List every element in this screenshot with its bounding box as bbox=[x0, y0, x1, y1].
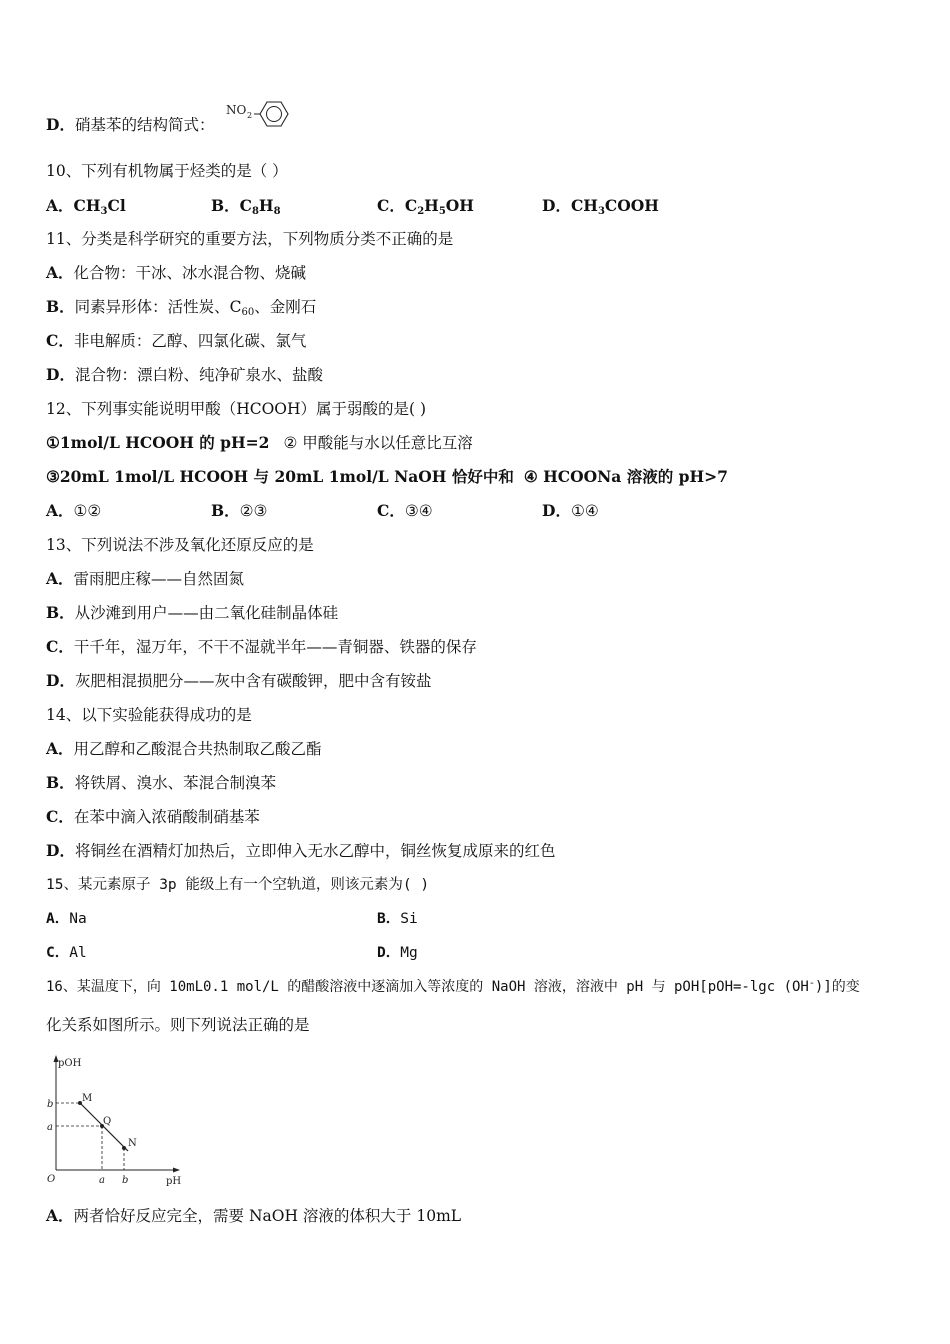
nitrobenzene-structure bbox=[226, 98, 298, 138]
option-label: A． bbox=[46, 196, 74, 215]
option-label: D． bbox=[542, 501, 571, 520]
q9-option-d bbox=[46, 115, 214, 135]
q12-option-b bbox=[211, 501, 267, 521]
formula-sub: 5 bbox=[438, 206, 446, 217]
q12-fact-line-2 bbox=[46, 467, 728, 487]
x-tick-a: a bbox=[99, 1175, 105, 1186]
option-text: ②③ bbox=[239, 502, 268, 520]
q13-option-d bbox=[46, 671, 431, 691]
fact-1: ①1mol/L HCOOH 的 pH=2 bbox=[46, 433, 270, 452]
option-label: B． bbox=[46, 603, 75, 622]
stem-text: 16、某温度下，向 10mL0.1 mol/L 的醋酸溶液中逐滴加入等浓度的 NaOH 溶液，溶液中 pH 与 pOH[pOH=-lgc (OH bbox=[46, 979, 809, 995]
q13-option-c bbox=[46, 637, 477, 657]
q15-option-a bbox=[46, 909, 87, 929]
formula-part: C bbox=[239, 196, 252, 215]
option-label: B． bbox=[377, 911, 401, 927]
formula-sub: 3 bbox=[597, 206, 605, 217]
point-q-label: Q bbox=[103, 1116, 112, 1127]
q13-option-a bbox=[46, 569, 244, 589]
option-text: ①④ bbox=[570, 502, 599, 520]
option-label: C． bbox=[377, 501, 405, 520]
option-text: 雷雨肥庄稼——自然固氮 bbox=[73, 570, 245, 588]
option-label: C． bbox=[46, 331, 74, 350]
formula-part: Cl bbox=[107, 196, 126, 215]
option-text: 硝基苯的结构简式： bbox=[74, 116, 215, 134]
graph-svg bbox=[44, 1052, 184, 1188]
option-label: D． bbox=[542, 196, 571, 215]
q13-option-b bbox=[46, 603, 338, 623]
fact-4: ④ HCOONa 溶液的 pH>7 bbox=[523, 467, 728, 486]
stem-sup: - bbox=[808, 978, 815, 989]
formula-part: CH bbox=[570, 196, 598, 215]
q10-stem: 10、下列有机物属于烃类的是（ ） bbox=[46, 162, 288, 180]
q10-option-a bbox=[46, 196, 126, 216]
option-text: 同素异形体：活性炭、C bbox=[74, 298, 242, 316]
q10-option-c bbox=[377, 196, 474, 216]
option-text: Si bbox=[400, 911, 418, 927]
fact-3: ③20mL 1mol/L HCOOH 与 20mL 1mol/L NaOH 恰好中和 bbox=[46, 467, 514, 486]
q12-stem: 12、下列事实能说明甲酸（HCOOH）属于弱酸的是( ) bbox=[46, 400, 427, 418]
q15-option-d bbox=[377, 943, 418, 963]
option-text: 两者恰好反应完全，需要 NaOH 溶液的体积大于 10mL bbox=[73, 1207, 462, 1225]
formula-part: H bbox=[424, 196, 439, 215]
q15-option-b bbox=[377, 909, 418, 929]
option-label: C． bbox=[377, 196, 405, 215]
option-text: 在苯中滴入浓硝酸制硝基苯 bbox=[73, 808, 260, 826]
q15-stem: 15、某元素原子 3p 能级上有一个空轨道，则该元素为( ) bbox=[46, 877, 430, 893]
option-label: A． bbox=[46, 911, 70, 927]
option-text: ①② bbox=[73, 502, 102, 520]
q15-option-c bbox=[46, 943, 87, 963]
option-text: 从沙滩到用户——由二氧化硅制晶体硅 bbox=[74, 604, 339, 622]
x-tick-b: b bbox=[122, 1175, 129, 1186]
poh-ph-graph bbox=[44, 1052, 184, 1192]
nitrobenzene-icon bbox=[226, 98, 298, 134]
y-tick-b: b bbox=[47, 1099, 54, 1110]
option-label: D． bbox=[46, 841, 75, 860]
option-text: 将铁屑、溴水、苯混合制溴苯 bbox=[74, 774, 277, 792]
formula-sub: 60 bbox=[241, 307, 255, 318]
option-label: C． bbox=[46, 807, 74, 826]
stem-text: )]的变 bbox=[814, 979, 860, 995]
q16-stem-line-1 bbox=[46, 977, 860, 997]
formula-sub: 8 bbox=[251, 206, 259, 217]
q11-stem: 11、分类是科学研究的重要方法，下列物质分类不正确的是 bbox=[46, 230, 454, 248]
option-text: 、金刚石 bbox=[254, 298, 317, 316]
formula-part: H bbox=[258, 196, 274, 215]
option-label: A． bbox=[46, 1206, 74, 1225]
q11-option-a bbox=[46, 263, 306, 283]
option-label: D． bbox=[46, 365, 75, 384]
formula-part: COOH bbox=[604, 196, 659, 215]
q11-option-c bbox=[46, 331, 306, 351]
q11-option-b bbox=[46, 297, 316, 317]
q10-option-b bbox=[211, 196, 281, 216]
y-tick-a: a bbox=[47, 1122, 53, 1133]
formula-sub: 3 bbox=[100, 206, 108, 217]
option-label: D． bbox=[377, 945, 401, 961]
y-axis-label: pOH bbox=[58, 1058, 82, 1069]
option-text: Mg bbox=[400, 945, 418, 961]
q14-option-b bbox=[46, 773, 276, 793]
option-label: B． bbox=[46, 297, 75, 316]
option-text: 化合物：干冰、冰水混合物、烧碱 bbox=[73, 264, 307, 282]
point-n-label: N bbox=[128, 1138, 137, 1149]
option-label: B． bbox=[211, 196, 240, 215]
origin-label: O bbox=[47, 1174, 56, 1185]
q16-option-a bbox=[46, 1206, 461, 1226]
option-label: C． bbox=[46, 945, 70, 961]
option-label: B． bbox=[46, 773, 75, 792]
formula-sub: 2 bbox=[417, 206, 425, 217]
option-text: 干千年，湿万年，不干不湿就半年——青铜器、铁器的保存 bbox=[73, 638, 477, 656]
q11-option-d bbox=[46, 365, 323, 385]
option-label: A． bbox=[46, 739, 74, 758]
option-text: 非电解质：乙醇、四氯化碳、氯气 bbox=[73, 332, 307, 350]
q14-option-c bbox=[46, 807, 260, 827]
formula-part: CH bbox=[73, 196, 101, 215]
option-text: ③④ bbox=[404, 502, 433, 520]
option-text: Al bbox=[69, 945, 87, 961]
no2-subscript: 2 bbox=[247, 111, 253, 120]
option-text: Na bbox=[69, 911, 87, 927]
option-text: 将铜丝在酒精灯加热后，立即伸入无水乙醇中，铜丝恢复成原来的红色 bbox=[74, 842, 556, 860]
q10-option-d bbox=[542, 196, 659, 216]
q14-stem: 14、以下实验能获得成功的是 bbox=[46, 706, 252, 724]
option-text: 灰肥相混损肥分——灰中含有碳酸钾，肥中含有铵盐 bbox=[74, 672, 432, 690]
formula-sub: 8 bbox=[273, 206, 281, 217]
no2-label: NO bbox=[226, 103, 247, 117]
option-label: D． bbox=[46, 671, 75, 690]
option-text: 用乙醇和乙酸混合共热制取乙酸乙酯 bbox=[73, 740, 322, 758]
option-label: C． bbox=[46, 637, 74, 656]
q12-option-a bbox=[46, 501, 101, 521]
option-label: B． bbox=[211, 501, 240, 520]
q12-option-c bbox=[377, 501, 433, 521]
option-label: A． bbox=[46, 569, 74, 588]
option-text: 混合物：漂白粉、纯净矿泉水、盐酸 bbox=[74, 366, 323, 384]
q12-option-d bbox=[542, 501, 599, 521]
formula-part: OH bbox=[445, 196, 474, 215]
q13-stem: 13、下列说法不涉及氧化还原反应的是 bbox=[46, 536, 314, 554]
option-label: A． bbox=[46, 263, 74, 282]
q12-fact-line-1 bbox=[46, 433, 473, 453]
fact-2: ② 甲酸能与水以任意比互溶 bbox=[283, 434, 473, 452]
point-m-label: M bbox=[82, 1093, 93, 1104]
q14-option-d bbox=[46, 841, 555, 861]
q16-stem-line-2: 化关系如图所示。则下列说法正确的是 bbox=[46, 1016, 310, 1034]
option-label: D． bbox=[46, 115, 75, 134]
q14-option-a bbox=[46, 739, 322, 759]
formula-part: C bbox=[404, 196, 418, 215]
option-label: A． bbox=[46, 501, 74, 520]
x-axis-label: pH bbox=[166, 1176, 182, 1187]
